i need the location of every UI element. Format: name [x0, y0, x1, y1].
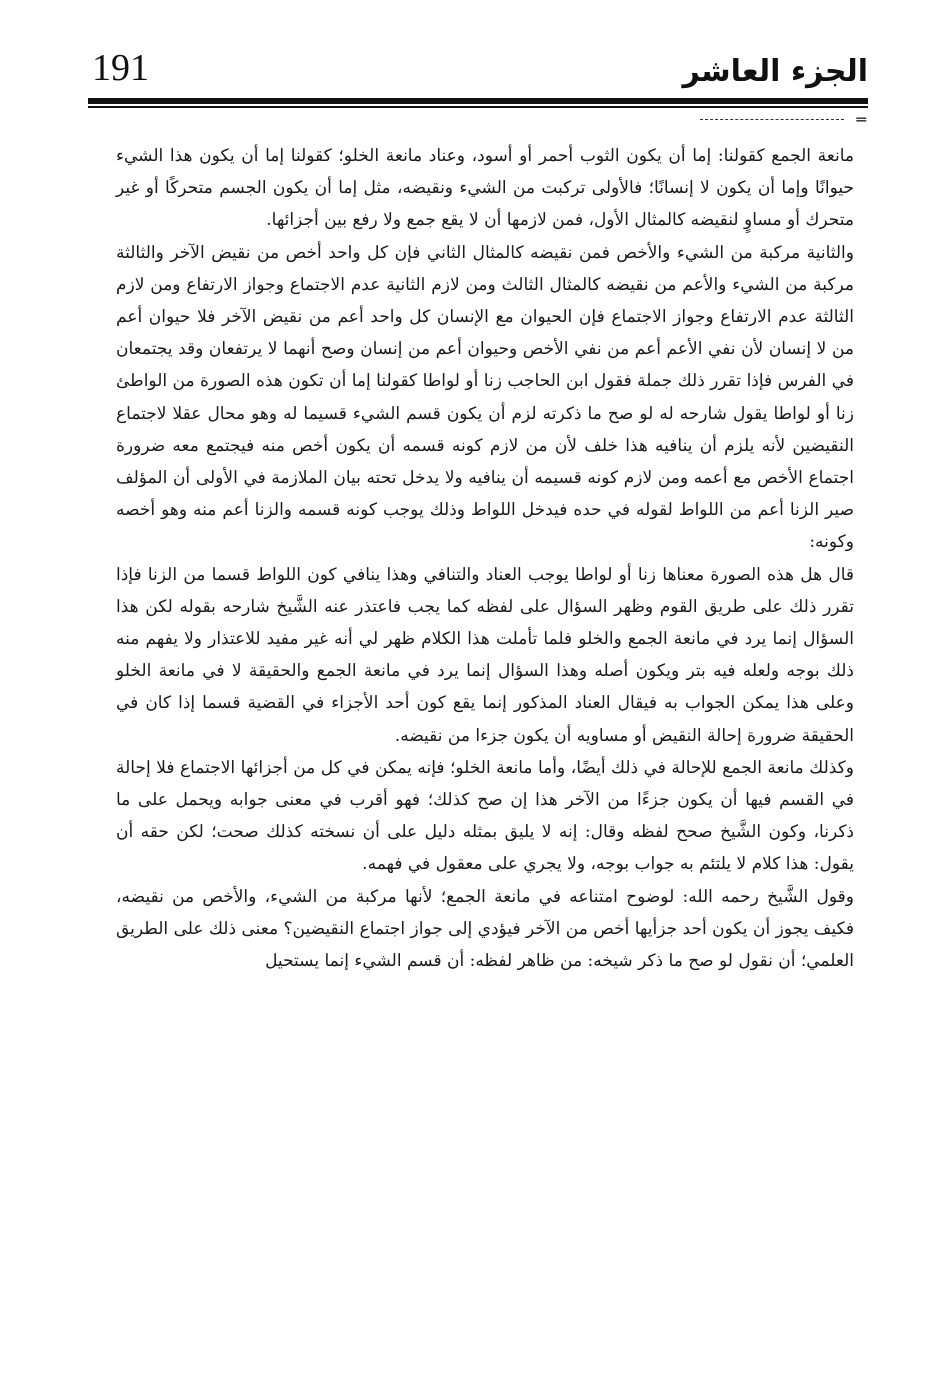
paragraph: قال هل هذه الصورة معناها زنا أو لواطا يوجب العناد والتنافي وهذا ينافي كون اللواط قسما من الزنا فإذا تقرر ذلك على طريق القوم وظهر السؤال على لفظه كما يجب فاعتذر عنه الشَّيخ شارحه بقوله لكن هذا السؤال إنما يرد في مانعة الجمع والخلو فلما تأملت هذا الكلام ظهر لي أنه غير مفيد للاعتذار ولا يفهم منه ذلك بوجه ولعله فيه بتر ويكون أصله وهذا السؤال إنما يرد في مانعة الجمع والحقيقة لا في مانعة الخلو وعلى هذا يمكن الجواب به فيقال العناد المذكور إنما يقع كون أحد الأجزاء في القضية قسما إذا كان في الحقيقة ضرورة إحالة النقيض أو مساويه أن يكون جزءا من نقيضه. — [116, 564, 854, 746]
page-number: 191 — [92, 47, 149, 89]
header-rule-thin — [88, 106, 868, 108]
paragraph: وقول الشَّيخ رحمه الله: لوضوح امتناعه في مانعة الجمع؛ لأنها مركبة من الشيء، والأخص من نقيضه، فكيف يجوز أن يكون أحد جزأيها أخص من الآخر فيؤدي إلى جواز اجتماع النقيضين؟ معنى ذلك على الطريق العلمي؛ أن نقول لو صح ما ذكر شيخه: من ظاهر لفظه: أن قسم الشيء إنما يستحيل — [116, 886, 854, 972]
header-rule-dashed — [700, 119, 844, 120]
running-title: الجزء العاشر — [682, 54, 868, 89]
equal-sign-icon: ═ — [856, 110, 866, 129]
paragraph: مانعة الجمع كقولنا: إما أن يكون الثوب أحمر أو أسود، وعناد مانعة الخلو؛ كقولنا إما أن يكون هذا الشيء حيوانًا وإما أن يكون لا إنسانًا؛ فالأولى تركبت من الشيء ونقيضه، مثل إما أن يكون الجسم متحركًا أو غير متحرك أو مساوٍ لنقيضه كالمثال الأول، فمن لازمها أن لا يقع جمع ولا رفع بين أجزائها. — [116, 146, 854, 231]
header-rule-thick — [88, 98, 868, 104]
paragraph: وكذلك مانعة الجمع للإحالة في ذلك أيضًا، وأما مانعة الخلو؛ فإنه يمكن في كل من أجزائها الاجتماع فلا إحالة في القسم فيها أن يكون جزءًا من الآخر هذا إن صح كذلك؛ فهو أقرب في معنى جوابه ويحمل على ما ذكرنا، وكون الشَّيخ صحح لفظه وقال: إنه لا يليق بمثله دليل على أن نسخته كذلك صحت؛ لكن حقه أن يقول: هذا كلام لا يلتئم به جواب بوجه، ولا يجري على معقول في فهمه. — [116, 757, 854, 875]
body-text — [116, 140, 854, 977]
paragraph: والثانية مركبة من الشيء والأخص فمن نقيضه كالمثال الثاني فإن كل واحد أخص من نقيض الآخر والثالثة مركبة من الشيء والأعم من نقيضه كالمثال الثالث ومن لازم الثانية عدم الاجتماع وجواز الارتفاع ومن لازم الثالثة عدم الارتفاع وجواز الاجتماع فإن الحيوان مع الإنسان كل واحد أعم من نقيض الآخر فلا حيوان أعم من لا إنسان لأن نفي الأعم أعم من نفي الأخص وحيوان أعم من إنسان وصح أنهما لا يرتفعان وقد يجتمعان في الفرس فإذا تقرر ذلك جملة فقول ابن الحاجب زنا أو لواطا كقولنا إما أن تكون هذه الصورة من الواطئ زنا أو لواطا يقول شارحه له لو صح ما ذكرته لزم أن يكون قسم الشيء قسيما له وهو محال عقلا لاجتماع النقيضين لأنه يلزم أن ينافيه هذا خلف لأن من لازم كونه قسمه أن يكون أخص منه فيجتمع معه ضرورة اجتماع الأخص مع أعمه ومن لازم كونه قسيمه أن ينافيه ولا يدخل تحته بيان الملازمة في الأولى أن المؤلف صير الزنا أعم من اللواط لقوله في حده فيدخل اللواط وذلك يوجب كونه قسمه والزنا أعم منه وهو أخصه وكونه: — [116, 242, 854, 553]
page-header — [88, 40, 868, 98]
